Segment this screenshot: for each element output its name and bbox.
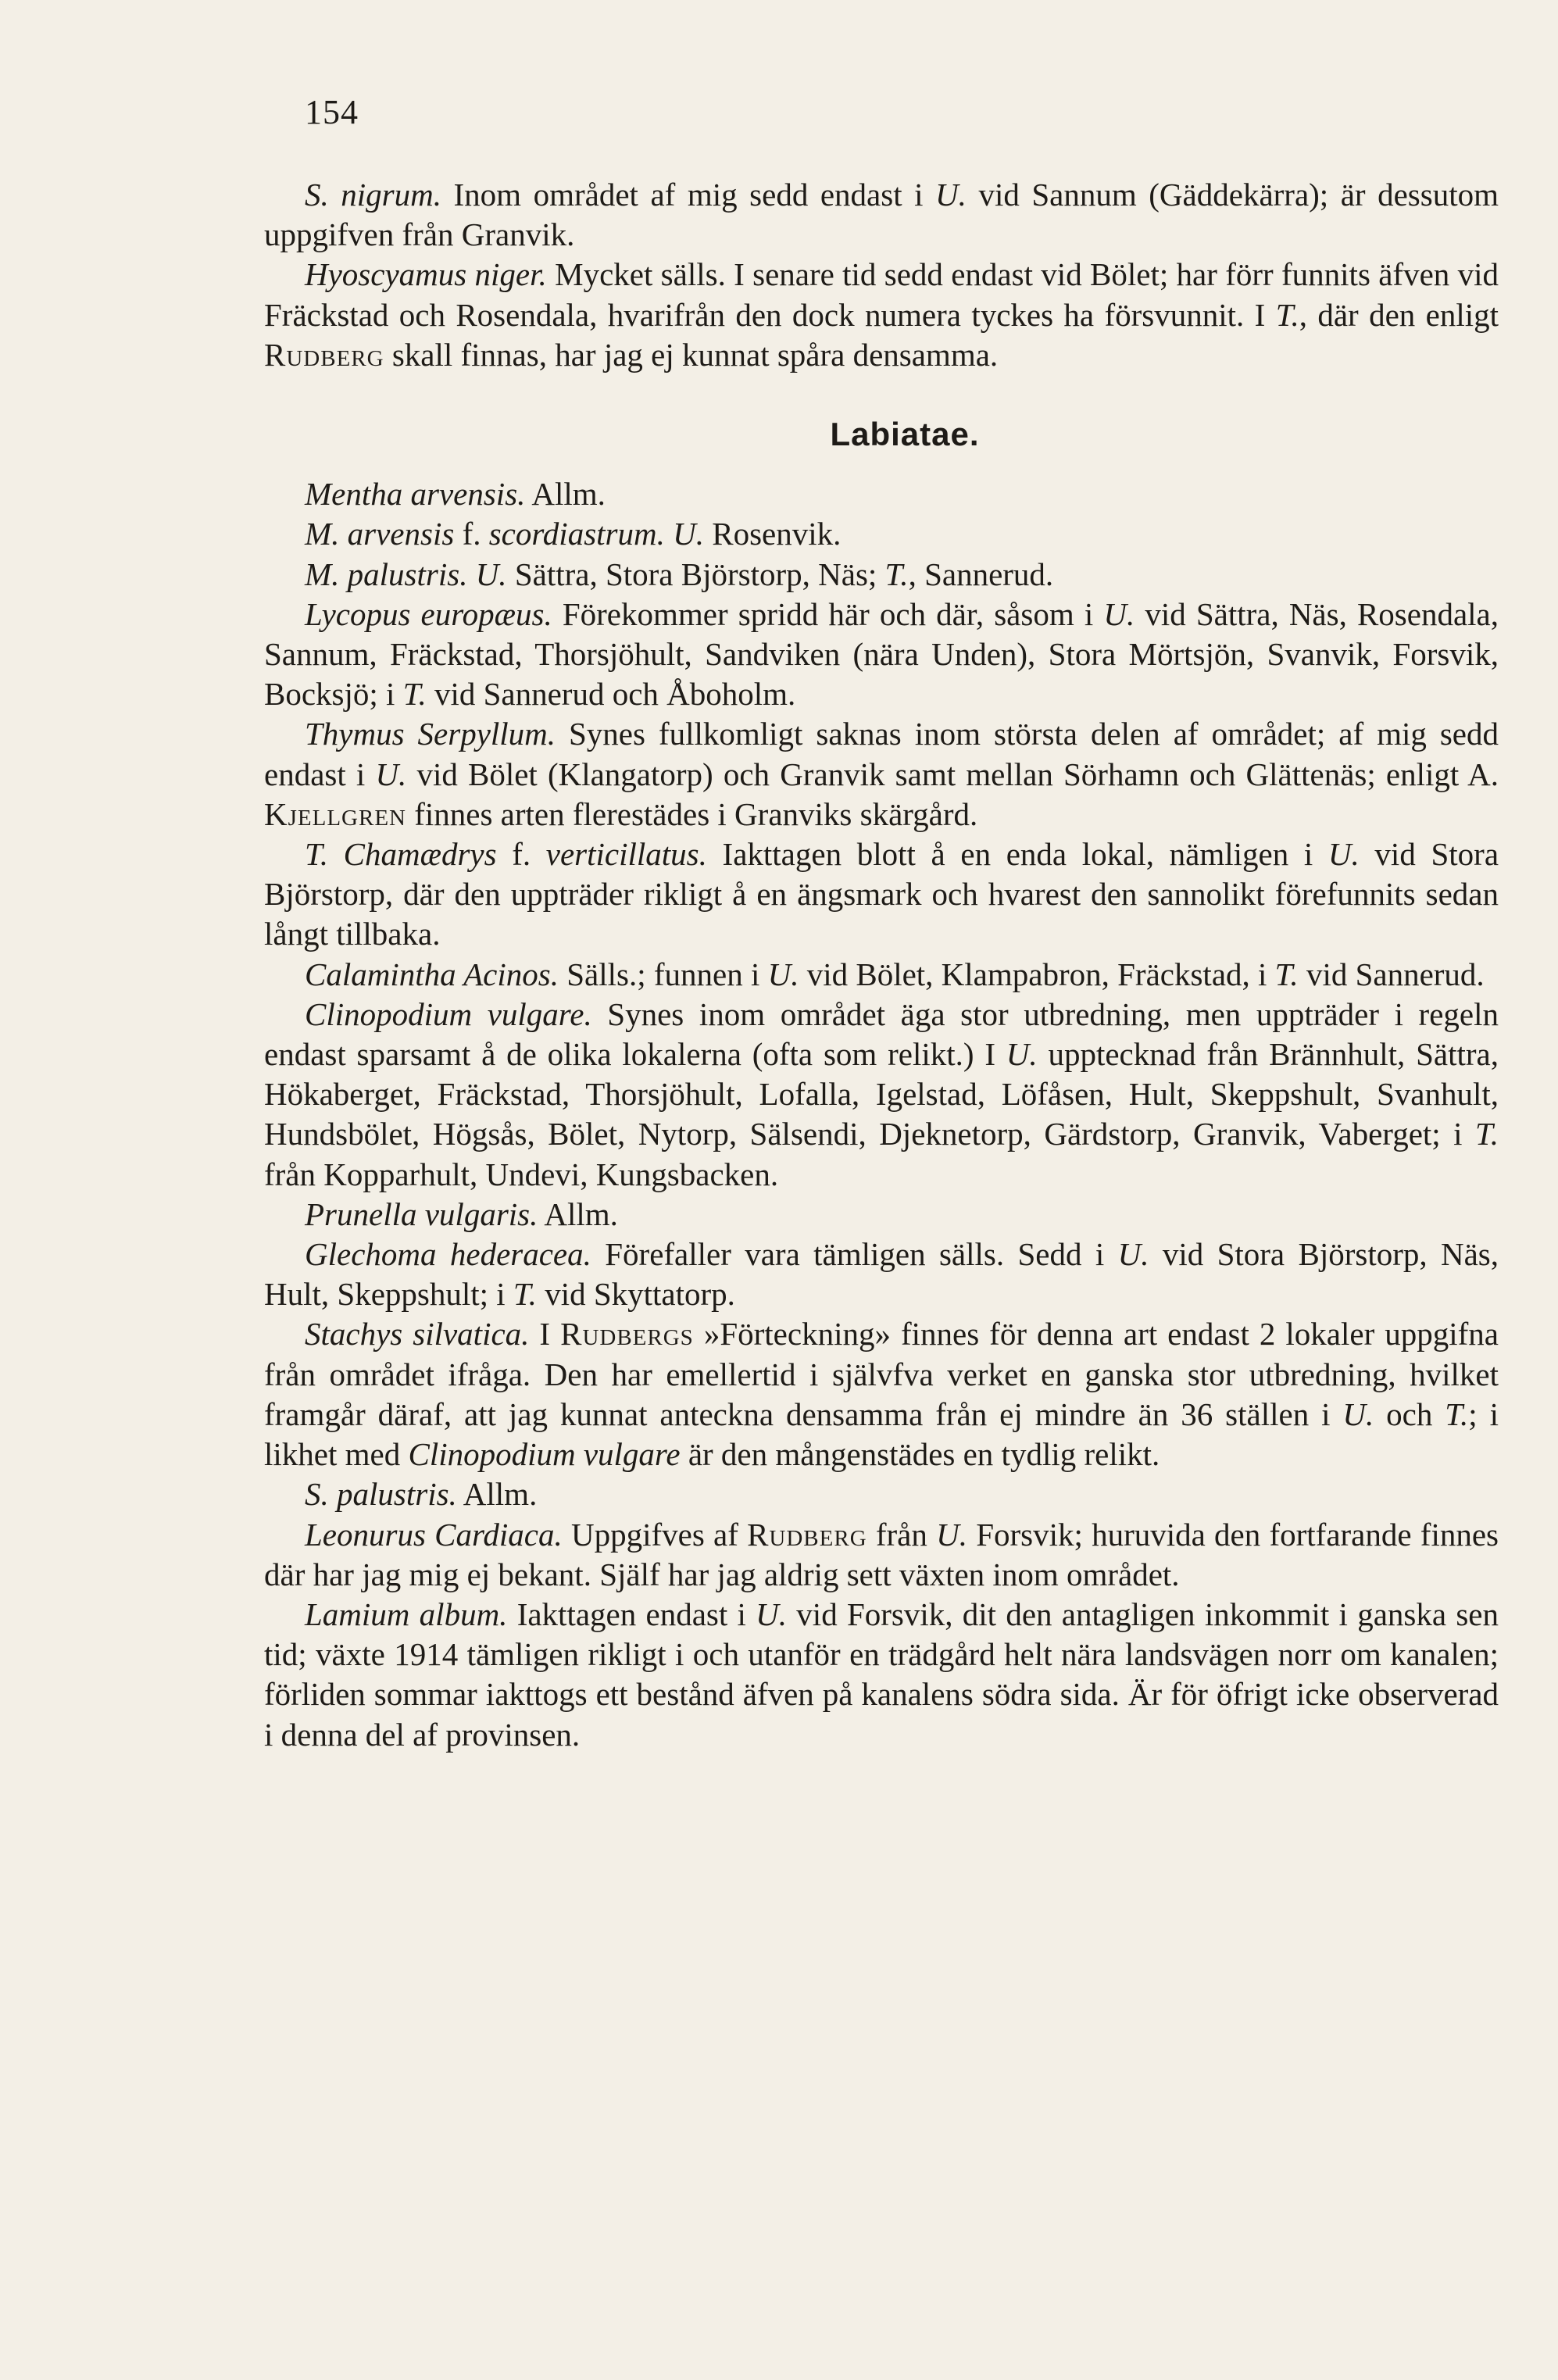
entry-text: vid Sannum (Gäddekärra); är dessutom uppgifven från Granvik.	[264, 177, 1499, 253]
labiatae-entries	[264, 474, 1499, 1755]
italic-text: S. palustris.	[305, 1476, 457, 1513]
entry-text: vid Sannerud och Åboholm.	[426, 676, 796, 713]
italic-text: Stachys silvatica.	[305, 1316, 530, 1353]
species-entry	[264, 1474, 1499, 1514]
species-entry	[264, 595, 1499, 715]
italic-text: U.	[1328, 836, 1360, 873]
italic-text: Prunella vulgaris.	[305, 1195, 538, 1232]
italic-text: U.	[767, 956, 799, 992]
italic-text: U.	[936, 1516, 967, 1553]
italic-text: Mentha arvensis.	[305, 476, 526, 513]
italic-text: T.	[402, 676, 427, 713]
entry-text	[665, 516, 673, 552]
italic-text: U.	[673, 516, 704, 552]
author-name: Rudberg	[747, 1516, 867, 1553]
italic-text: U.	[1117, 1236, 1149, 1273]
italic-text: Lycopus europæus.	[305, 595, 552, 632]
entry-text: Sälls.; funnen i	[558, 956, 768, 992]
species-entry	[264, 514, 1499, 554]
author-name: Rudbergs	[560, 1316, 694, 1353]
entry-text: ; i likhet med	[264, 1395, 1499, 1473]
entry-text: Allm.	[538, 1195, 618, 1232]
species-entry	[264, 1195, 1499, 1235]
entry-text: Uppgifves af	[562, 1516, 748, 1553]
entry-text: vid Bölet (Klangatorp) och Granvik samt mellan Sörhamn och Glättenäs; enligt A.	[406, 756, 1499, 792]
entry-text: »Förteckning» finnes för denna art endast 2 lokaler uppgifna från området ifråga. Den har emellertid i självfva verket en ganska stor utbredning, hvilket framgår däraf, att jag kunnat anteckna densamma från ej mindre än 36 ställen i	[264, 1316, 1499, 1432]
entry-text: , Sannerud.	[908, 556, 1054, 592]
entry-text: skall finnas, har jag ej kunnat spåra densamma.	[384, 336, 999, 373]
species-entry	[264, 995, 1499, 1195]
entry-text: Allm.	[525, 476, 606, 513]
entry-text: , där den enligt	[1299, 296, 1499, 333]
italic-text: M. arvensis	[305, 516, 455, 552]
entry-text: vid Sannerud.	[1298, 956, 1485, 992]
italic-text: U.	[375, 756, 407, 792]
entry-text: Synes fullkomligt saknas inom största delen af området; af mig sedd endast i	[264, 716, 1499, 792]
entry-text: f.	[454, 516, 489, 552]
entry-text: I	[529, 1316, 561, 1353]
entry-text: f.	[496, 836, 546, 873]
italic-text: U.	[1006, 1036, 1038, 1073]
italic-text: Calamintha Acinos.	[305, 956, 559, 992]
italic-text: T.	[513, 1276, 537, 1313]
entry-text: Mycket sälls. I senare tid sedd endast vid Bölet; har förr funnits äfven vid Fräckstad och Rosendala, hvarifrån den dock numera tyckes ha försvunnit. I	[264, 256, 1499, 333]
italic-text: Lamium album.	[305, 1596, 508, 1632]
entry-text: vid Stora Björstorp, där den uppträder rikligt å en ängsmark och hvarest den sannolikt förefunnits sedan långt tillbaka.	[264, 836, 1499, 952]
italic-text: S. nigrum.	[305, 177, 441, 213]
author-name: Kjellgren	[264, 795, 406, 832]
species-entry	[264, 474, 1499, 514]
entry-text: Inom området af mig sedd endast i	[441, 177, 936, 213]
italic-text: U.	[756, 1596, 788, 1632]
entry-text: vid Skyttatorp.	[536, 1276, 735, 1313]
italic-text: U.	[935, 177, 967, 213]
species-entry	[264, 255, 1499, 375]
italic-text: T. Chamædrys	[305, 836, 497, 873]
species-entry	[264, 1314, 1499, 1474]
species-entry	[264, 555, 1499, 595]
italic-text: M. palustris.	[305, 556, 468, 592]
entry-text: vid Sättra, Näs, Rosendala, Sannum, Fräckstad, Thorsjöhult, Sandviken (nära Unden), Stora Mörtsjön, Svanvik, Forsvik, Bocksjö; i	[264, 595, 1499, 713]
entry-text: upptecknad från Brännhult, Sättra, Hökaberget, Fräckstad, Thorsjöhult, Lofalla, Igelstad, Löfåsen, Hult, Skeppshult, Svanhult, Hundsbölet, Högsås, Bölet, Nytorp, Sälsendi, Djeknetorp, Gärdstorp, Granvik, Vaberget; i	[264, 1036, 1499, 1152]
italic-text: scordiastrum.	[488, 516, 665, 552]
italic-text: T.	[1445, 1395, 1469, 1432]
page-number: 154	[305, 93, 359, 131]
italic-text: Thymus Serpyllum.	[305, 716, 556, 752]
italic-text: U.	[1103, 595, 1135, 632]
entry-text: finnes arten flerestädes i Granviks skärgård.	[406, 795, 978, 832]
italic-text: T.	[884, 556, 909, 592]
species-entry	[264, 834, 1499, 955]
entry-text: är den mångenstädes en tydlig relikt.	[680, 1436, 1160, 1473]
entry-text: vid Forsvik, dit den antagligen inkommit i ganska sen tid; växte 1914 tämligen rikligt i och utanför en trädgård helt nära landsvägen norr om kanalen; förliden sommar iakttogs ett bestånd äfven på kanalens södra sida. Är för öfrigt icke observerad i denna del af provinsen.	[264, 1596, 1499, 1753]
entry-text: Iakttagen endast i	[507, 1596, 756, 1632]
entry-text: och	[1374, 1395, 1445, 1432]
italic-text: T.	[1474, 1116, 1499, 1152]
author-name: Rudberg	[264, 336, 384, 373]
italic-text: U.	[475, 556, 507, 592]
entry-text: från Kopparhult, Undevi, Kungsbacken.	[264, 1156, 779, 1192]
italic-text: Leonurus Cardiaca.	[305, 1516, 563, 1553]
entry-text: vid Stora Björstorp, Näs, Hult, Skeppshult; i	[264, 1236, 1499, 1313]
species-entry	[264, 1595, 1499, 1755]
entry-text: Förekommer spridd här och där, såsom i	[552, 595, 1104, 632]
species-entry	[264, 955, 1499, 995]
entry-text: Rosenvik.	[703, 516, 842, 552]
species-entry	[264, 1515, 1499, 1595]
italic-text: U.	[1342, 1395, 1374, 1432]
entry-text: Synes inom området äga stor utbredning, men uppträder i regeln endast sparsamt å de olika lokalerna (ofta som relikt.) I	[264, 995, 1499, 1073]
italic-text: verticillatus.	[545, 836, 707, 873]
italic-text: Hyoscyamus niger.	[305, 256, 547, 293]
italic-text: T.	[1274, 956, 1299, 992]
species-entry	[264, 714, 1499, 834]
section-heading: Labiatae.	[830, 416, 980, 453]
entry-text: Allm.	[456, 1476, 538, 1513]
page-body	[264, 175, 1499, 1755]
italic-text: T.	[1275, 296, 1299, 333]
entry-text: Sättra, Stora Björstorp, Näs;	[506, 556, 885, 592]
entry-text: vid Bölet, Klampabron, Fräckstad, i	[799, 956, 1275, 992]
species-entry	[264, 175, 1499, 255]
entry-text: Förefaller vara tämligen sälls. Sedd i	[591, 1236, 1118, 1273]
entry-text	[467, 556, 475, 592]
entry-text: från	[867, 1516, 937, 1553]
italic-text: Clinopodium vulgare.	[305, 995, 592, 1032]
preceding-entries	[264, 175, 1499, 375]
species-entry	[264, 1235, 1499, 1314]
italic-text: Clinopodium vulgare	[408, 1436, 681, 1473]
italic-text: Glechoma hederacea.	[305, 1236, 591, 1273]
entry-text: Forsvik; huruvida den fortfarande finnes där har jag mig ej bekant. Själf har jag aldrig sett växten inom området.	[264, 1516, 1499, 1592]
entry-text: Iakttagen blott å en enda lokal, nämligen i	[706, 836, 1328, 873]
